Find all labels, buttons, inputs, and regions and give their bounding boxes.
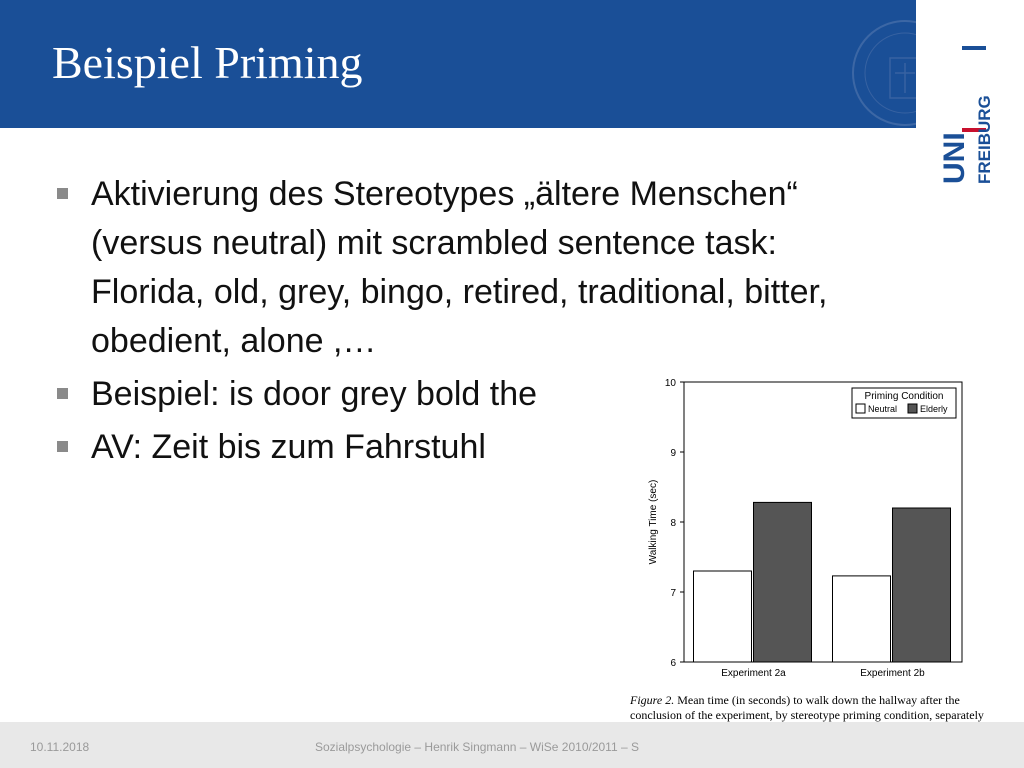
bullet-square-icon [57, 441, 68, 452]
figure-panel [624, 370, 1000, 760]
y-tick-label: 9 [670, 448, 676, 459]
bullet-square-icon [57, 188, 68, 199]
bullet-square-icon [57, 388, 68, 399]
bar-elderly [754, 502, 812, 662]
legend-title: Priming Condition [864, 391, 944, 402]
logo-line-freiburg: FREIBURG [975, 95, 994, 184]
bullet-text: AV: Zeit bis zum Fahrstuhl [91, 428, 486, 466]
legend-swatch [908, 404, 917, 413]
slide-title: Beispiel Priming [52, 37, 363, 88]
title-bar [0, 0, 916, 128]
footer-date: 10.11.2018 [30, 740, 90, 754]
bar-elderly [893, 508, 951, 662]
y-axis-label: Walking Time (sec) [648, 479, 659, 565]
legend-swatch [856, 404, 865, 413]
y-tick-label: 10 [664, 378, 676, 389]
bullet-item [55, 170, 855, 366]
bullet-text: Beispiel: is door grey bold the [91, 375, 538, 413]
legend-label: Elderly [920, 404, 948, 414]
bar-neutral [694, 571, 752, 662]
caption-text: Mean time (in seconds) to walk down the hallway after the conclusion of the experiment, by stereotype priming condition, separately [630, 693, 984, 722]
caption-label: Figure 2. [630, 693, 675, 707]
x-tick-label: Experiment 2b [860, 668, 925, 679]
bar-neutral [833, 576, 891, 662]
footer-text: Sozialpsychologie – Henrik Singmann – WiSe 2010/2011 – S [315, 740, 639, 754]
footer-bar [0, 722, 1024, 768]
bar-chart [624, 370, 1000, 690]
y-tick-label: 8 [670, 518, 676, 529]
y-tick-label: 6 [670, 658, 676, 669]
y-tick-label: 7 [670, 588, 676, 599]
logo-line-uni: UNI [938, 132, 971, 184]
bullet-text: Aktivierung des Stereotypes „ältere Menschen“ (versus neutral) mit scrambled sentence task: Florida, old, grey, bingo, retired, traditional, bitter, obedient, alone ,… [91, 175, 828, 360]
university-logo [916, 0, 1024, 200]
legend-label: Neutral [868, 404, 898, 414]
x-tick-label: Experiment 2a [721, 668, 786, 679]
